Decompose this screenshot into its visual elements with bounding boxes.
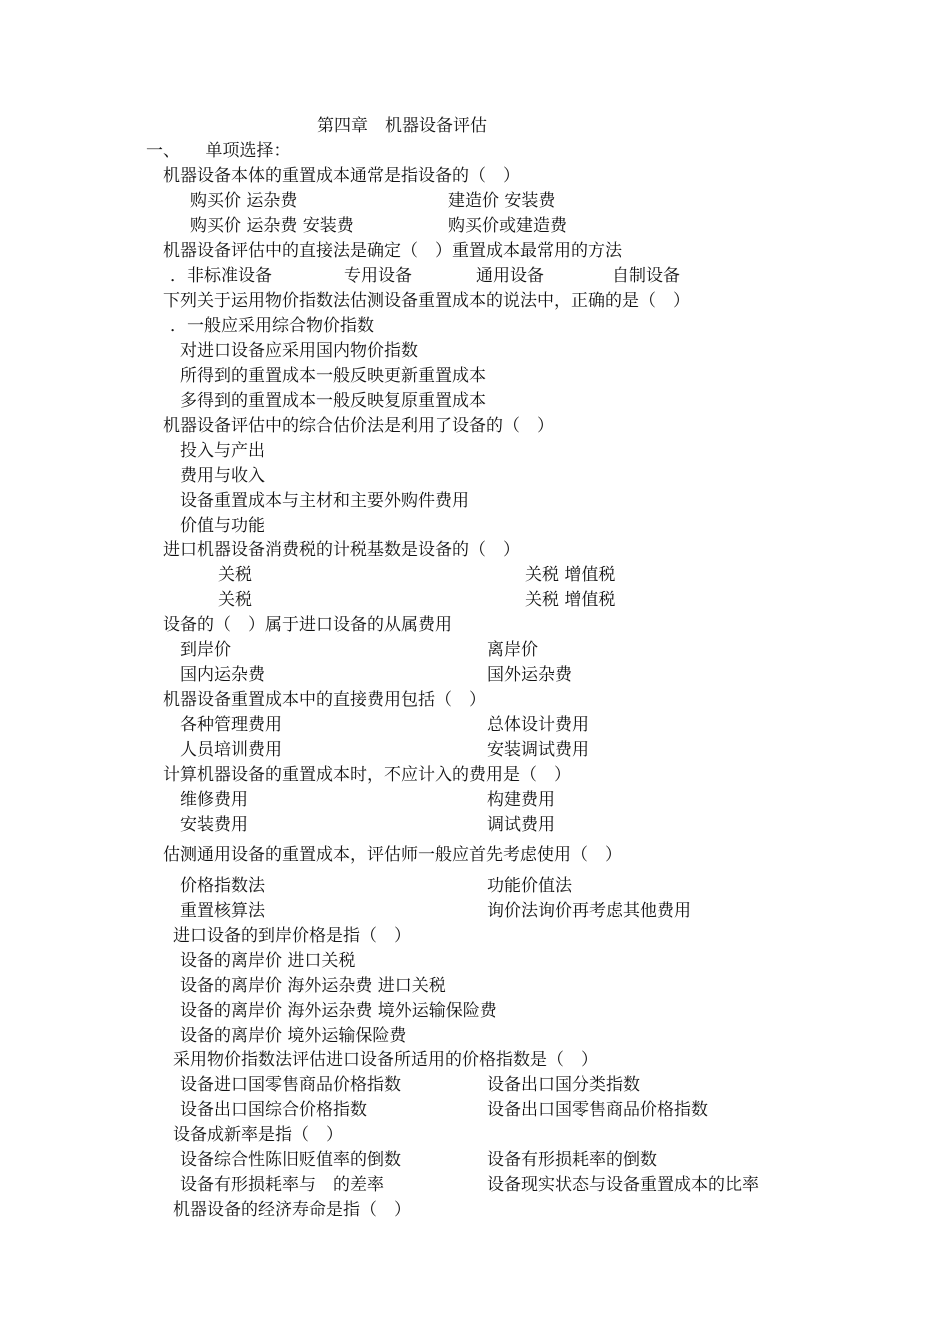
option-4c: 设备重置成本与主材和主要外购件费用 (180, 491, 469, 511)
option-2a: ．非标准设备 (170, 266, 272, 286)
option-8d: 调试费用 (487, 815, 555, 835)
option-1d: 购买价或建造费 (448, 216, 567, 236)
option-9d: 询价法询价再考虑其他费用 (487, 901, 691, 921)
option-5b: 关税 增值税 (525, 565, 616, 585)
option-12d: 设备现实状态与设备重置成本的比率 (487, 1175, 759, 1195)
option-5d: 关税 增值税 (525, 590, 616, 610)
question-1: 机器设备本体的重置成本通常是指设备的（ ） (163, 166, 520, 186)
option-6d: 国外运杂费 (487, 665, 572, 685)
question-6: 设备的（ ）属于进口设备的从属费用 (163, 615, 452, 635)
option-5c: 关税 (218, 590, 252, 610)
question-9: 估测通用设备的重置成本，评估师一般应首先考虑使用（ ） (163, 845, 622, 865)
question-5: 进口机器设备消费税的计税基数是设备的（ ） (163, 540, 520, 560)
option-2b: 专用设备 (344, 266, 412, 286)
option-9b: 功能价值法 (487, 876, 572, 896)
option-8b: 构建费用 (487, 790, 555, 810)
option-2d: 自制设备 (612, 266, 680, 286)
option-12c: 设备有形损耗率与 的差率 (180, 1175, 384, 1195)
option-10a: 设备的离岸价 进口关税 (180, 951, 356, 971)
option-6b: 离岸价 (487, 640, 538, 660)
question-10: 进口设备的到岸价格是指（ ） (173, 926, 411, 946)
option-7c: 人员培训费用 (180, 740, 282, 760)
option-8c: 安装费用 (180, 815, 248, 835)
question-2: 机器设备评估中的直接法是确定（ ）重置成本最常用的方法 (163, 241, 622, 261)
option-4b: 费用与收入 (180, 466, 265, 486)
option-11d: 设备出口国零售商品价格指数 (487, 1100, 708, 1120)
option-12b: 设备有形损耗率的倒数 (487, 1150, 657, 1170)
option-2c: 通用设备 (476, 266, 544, 286)
option-4d: 价值与功能 (180, 516, 265, 536)
question-4: 机器设备评估中的综合估价法是利用了设备的（ ） (163, 416, 554, 436)
option-9c: 重置核算法 (180, 901, 265, 921)
section-heading: 一、 单项选择： (146, 141, 291, 161)
option-8a: 维修费用 (180, 790, 248, 810)
option-5a: 关税 (218, 565, 252, 585)
question-8: 计算机器设备的重置成本时，不应计入的费用是（ ） (163, 765, 571, 785)
option-10b: 设备的离岸价 海外运杂费 进口关税 (180, 976, 446, 996)
option-7a: 各种管理费用 (180, 715, 282, 735)
option-3d: 多得到的重置成本一般反映复原重置成本 (180, 391, 486, 411)
option-11b: 设备出口国分类指数 (487, 1075, 640, 1095)
option-1a: 购买价 运杂费 (190, 191, 298, 211)
chapter-title: 第四章 机器设备评估 (317, 116, 487, 136)
option-11c: 设备出口国综合价格指数 (180, 1100, 367, 1120)
option-12a: 设备综合性陈旧贬值率的倒数 (180, 1150, 401, 1170)
option-3a: ．一般应采用综合物价指数 (170, 316, 374, 336)
option-6a: 到岸价 (180, 640, 231, 660)
option-4a: 投入与产出 (180, 441, 265, 461)
question-13: 机器设备的经济寿命是指（ ） (173, 1200, 411, 1220)
option-7b: 总体设计费用 (487, 715, 589, 735)
option-3b: 对进口设备应采用国内物价指数 (180, 341, 418, 361)
option-3c: 所得到的重置成本一般反映更新重置成本 (180, 366, 486, 386)
question-7: 机器设备重置成本中的直接费用包括（ ） (163, 690, 486, 710)
option-11a: 设备进口国零售商品价格指数 (180, 1075, 401, 1095)
option-6c: 国内运杂费 (180, 665, 265, 685)
option-1b: 建造价 安装费 (448, 191, 556, 211)
question-3: 下列关于运用物价指数法估测设备重置成本的说法中，正确的是（ ） (163, 291, 690, 311)
option-10d: 设备的离岸价 境外运输保险费 (180, 1026, 407, 1046)
option-9a: 价格指数法 (180, 876, 265, 896)
option-10c: 设备的离岸价 海外运杂费 境外运输保险费 (180, 1001, 497, 1021)
question-12: 设备成新率是指（ ） (173, 1125, 343, 1145)
option-7d: 安装调试费用 (487, 740, 589, 760)
question-11: 采用物价指数法评估进口设备所适用的价格指数是（ ） (173, 1050, 598, 1070)
option-1c: 购买价 运杂费 安装费 (190, 216, 354, 236)
